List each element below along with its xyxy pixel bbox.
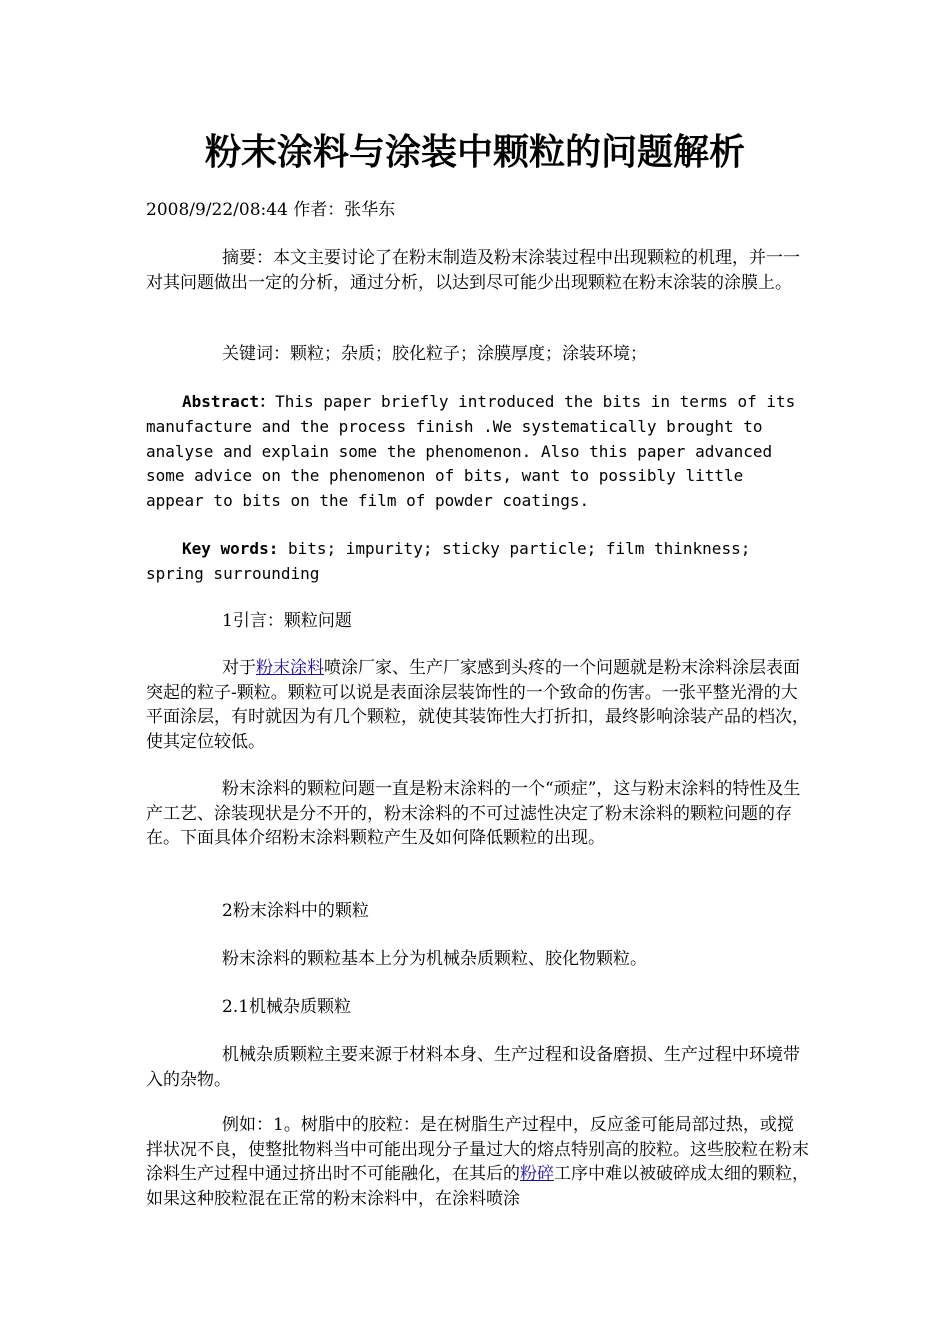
section-1-heading: 1引言：颗粒问题 — [222, 611, 352, 631]
article-meta — [146, 198, 810, 223]
section-2-paragraph-1: 粉末涂料的颗粒基本上分为机械杂质颗粒、胶化物颗粒。 — [222, 949, 647, 969]
section-2-1-p2-before-link: 例如：1。树脂中的胶粒：是在树脂生产过程中，反应釜可能局部过热，或搅拌状况不良，使整批物料当中可能出现分子量过大的熔点特别高的胶粒。这些胶粒在粉末涂料生产过程中通过挤出时不可能融化，在其后的 — [146, 1115, 809, 1184]
section-1-p1-before-link: 对于 — [222, 658, 256, 678]
abstract-english — [146, 390, 810, 514]
section-2-1-p2-after-link: 工序中难以被破碎成太细的颗粒，如果这种胶粒混在正常的粉末涂料中，在涂料喷涂 — [146, 1164, 809, 1209]
section-2-1-paragraph-2 — [146, 1113, 810, 1211]
abstract-english-label: Abstract： — [182, 392, 276, 411]
keywords-english-text: bits; impurity; sticky particle; film thinkness; spring surrounding — [146, 539, 751, 583]
section-2-heading: 2粉末涂料中的颗粒 — [222, 901, 369, 921]
abstract-english-text: This paper briefly introduced the bits in terms of its manufacture and the process finish .We systematically brought to analyse and explain some the phenomenon. Also this paper advanced some advice on the phenomenon of bits, want to possibly little appear to bits on the film of powder coatings. — [146, 392, 796, 511]
grinding-link[interactable]: 粉碎 — [520, 1164, 554, 1184]
keywords-english-label: Key words: — [182, 539, 279, 558]
keywords-chinese: 关键词：颗粒；杂质；胶化粒子；涂膜厚度；涂装环境； — [222, 344, 647, 364]
section-2-1-paragraph-1: 机械杂质颗粒主要来源于材料本身、生产过程和设备磨损、生产过程中环境带入的杂物。 — [146, 1045, 800, 1090]
keywords-english — [146, 537, 810, 587]
powder-coating-link[interactable]: 粉末涂料 — [256, 658, 324, 678]
publish-datetime: 2008/9/22/08:44 — [146, 200, 288, 220]
author-label: 作者： — [293, 200, 345, 220]
section-1-paragraph-1 — [146, 656, 810, 754]
section-2-1-heading: 2.1机械杂质颗粒 — [222, 997, 352, 1017]
abstract-chinese: 摘要：本文主要讨论了在粉末制造及粉末涂装过程中出现颗粒的机理，并一一对其问题做出一定的分析，通过分析，以达到尽可能少出现颗粒在粉末涂装的涂膜上。 — [146, 248, 800, 293]
section-1-paragraph-2: 粉末涂料的颗粒问题一直是粉末涂料的一个“顽症”，这与粉末涂料的特性及生产工艺、涂装现状是分不开的，粉末涂料的不可过滤性决定了粉末涂料的颗粒问题的存在。下面具体介绍粉末涂料颗粒产生及如何降低颗粒的出现。 — [146, 779, 801, 848]
author-name: 张华东 — [344, 200, 396, 220]
section-1-p1-after-link: 喷涂厂家、生产厂家感到头疼的一个问题就是粉末涂料涂层表面突起的粒子-颗粒。颗粒可以说是表面涂层装饰性的一个致命的伤害。一张平整光滑的大平面涂层，有时就因为有几个颗粒，就使其装饰性大打折扣，最终影响涂装产品的档次，使其定位较低。 — [146, 658, 809, 752]
document-title: 粉末涂料与涂装中颗粒的问题解析 — [204, 131, 745, 173]
